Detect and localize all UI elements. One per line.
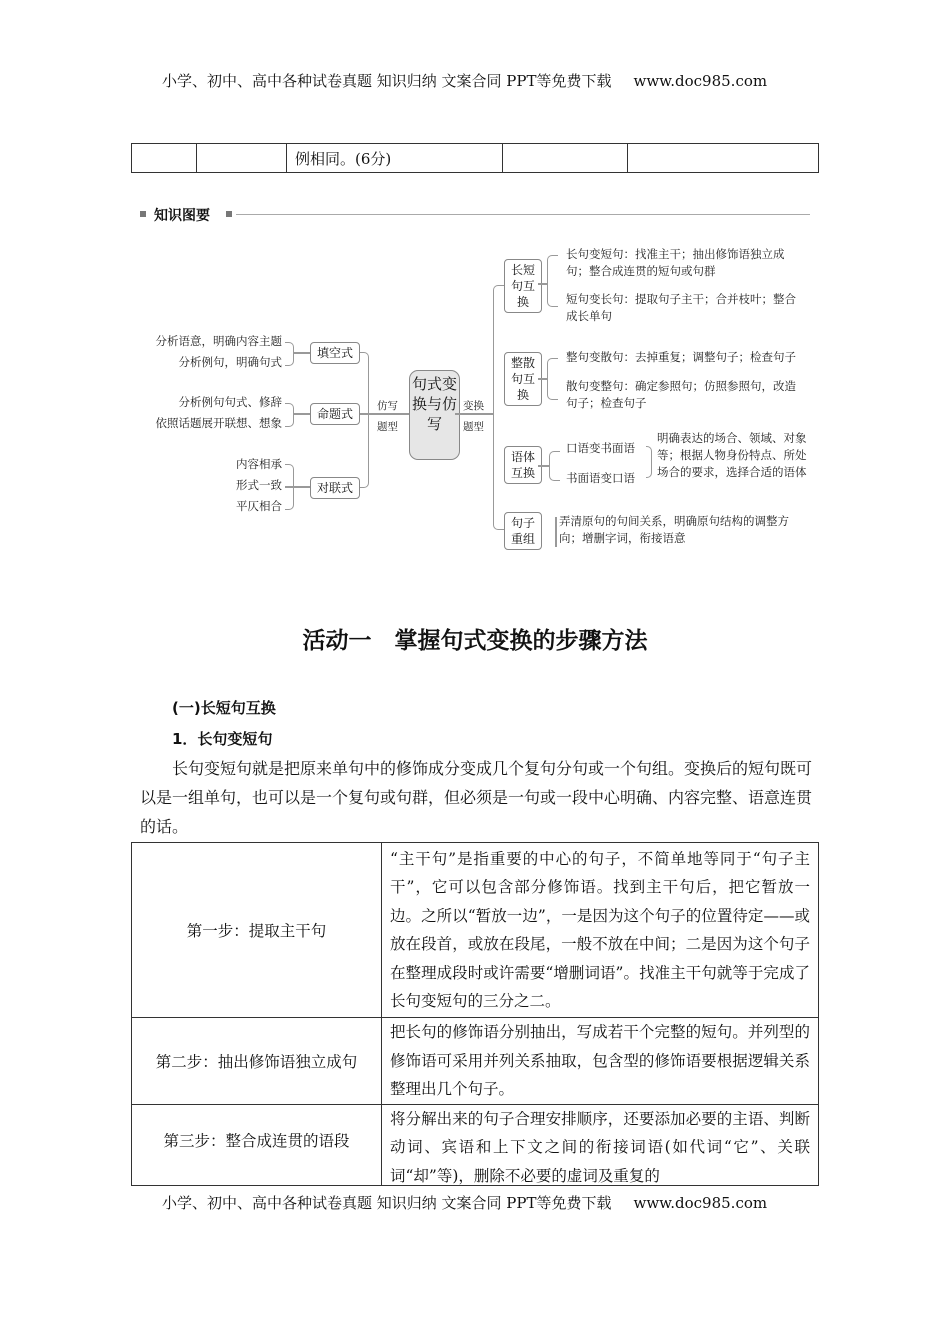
step-description: 把长句的修饰语分别抽出，写成若干个完整的短句。并列型的修饰语可采用并列关系抽取，包含型的修饰语要根据逻辑关系整理出几个句子。 <box>382 1018 819 1105</box>
step-label: 第二步：抽出修饰语独立成句 <box>132 1018 382 1105</box>
page-header <box>162 70 767 91</box>
section-bullet-icon <box>226 211 232 217</box>
mindmap-leaf: 分析语意，明确内容主题 <box>155 334 282 348</box>
mindmap-leaf: 内容相承 <box>236 457 282 471</box>
left-branch-label: 仿写 题型 <box>377 400 398 433</box>
body-paragraph: 长句变短句就是把原来单句中的修饰成分变成几个复句分句或一个句组。变换后的短句既可以是一组单句，也可以是一个复句或句群，但必须是一句或一段中心明确、内容完整、语意连贯的话。 <box>140 759 813 836</box>
left-node-topic: 命题式 <box>310 403 360 425</box>
table-row <box>132 843 819 1018</box>
table-row <box>132 1104 819 1185</box>
footer-text: 小学、初中、高中各种试卷真题 知识归纳 文案合同 PPT等免费下载 <box>162 1194 612 1212</box>
header-text: 小学、初中、高中各种试卷真题 知识归纳 文案合同 PPT等免费下载 <box>162 72 612 90</box>
step-description: “主干句”是指重要的中心的句子，不简单地等同于“句子主干”，它可以包含部分修饰语。找到主干句后，把它暂放一边。之所以“暂放一边”，一是因为这个句子的位置待定——或放在段首，或放在段尾，一般不放在中间；二是因为这个句子在整理成段时或许需要“增删词语”。找准主干句就等于完成了长句变短句的三分之二。 <box>382 843 819 1018</box>
right-branch-label: 变换 题型 <box>463 400 484 433</box>
top-table-cell: 例相同。(6分) <box>287 144 503 173</box>
mindmap-leaf: 形式一致 <box>236 478 282 492</box>
mindmap-leaf: 口语变书面语 <box>566 441 635 455</box>
mindmap-note: 明确表达的场合、领域、对象等；根据人物身份特点、所处场合的要求，选择合适的语体 <box>657 431 807 479</box>
mindmap-leaf: 书面语变口语 <box>566 471 635 485</box>
footer-site-link[interactable]: www.doc985.com <box>633 1194 768 1212</box>
activity-title: 活动一 掌握句式变换的步骤方法 <box>302 628 648 654</box>
subsection-title: (一)长短句互换 <box>172 699 276 717</box>
table-row <box>132 1018 819 1105</box>
right-node-long-short: 长短句互换 <box>504 259 542 313</box>
step-description: 将分解出来的句子合理安排顺序，还要添加必要的主语、判断动词、宾语和上下文之间的衔接词语(如代词“它”、关联词“却”等)，删除不必要的虚词及重复的 <box>390 1109 810 1185</box>
mindmap-leaf: 平仄相合 <box>236 499 282 513</box>
item-title: 1．长句变短句 <box>172 730 273 748</box>
steps-table <box>131 842 819 1186</box>
mindmap-leaf: 短句变长句：提取句子主干；合并枝叶；整合成长单句 <box>566 292 796 323</box>
left-node-couplet: 对联式 <box>310 477 360 499</box>
mindmap-leaf: 弄清原句的句间关系，明确原句结构的调整方向；增删字词，衔接语意 <box>559 514 789 545</box>
right-node-reorganize: 句子重组 <box>504 512 542 550</box>
mindmap-leaf: 长句变短句：找准主干；抽出修饰语独立成句；整合成连贯的短句或句群 <box>566 247 785 278</box>
top-table <box>131 143 819 173</box>
mindmap-leaf: 散句变整句：确定参照句；仿照参照句，改造句子；检查句子 <box>566 379 796 410</box>
step-label: 第三步：整合成连贯的语段 <box>132 1104 382 1185</box>
mindmap-leaf: 整句变散句：去掉重复；调整句子；检查句子 <box>566 350 796 364</box>
step-label: 第一步：提取主干句 <box>132 843 382 1018</box>
section-divider <box>236 214 810 215</box>
page-footer <box>162 1192 767 1213</box>
mindmap-center: 句式变换与仿写 <box>409 370 460 460</box>
section-title: 知识图要 <box>154 208 210 224</box>
mindmap-leaf: 依照话题展开联想、想象 <box>155 416 282 430</box>
header-site-link[interactable]: www.doc985.com <box>633 72 768 90</box>
right-node-neat-loose: 整散句互换 <box>504 352 542 406</box>
section-bullet-icon <box>140 211 146 217</box>
left-node-fill-blank: 填空式 <box>310 342 360 364</box>
mindmap-leaf: 分析例句句式、修辞 <box>178 395 282 409</box>
mindmap-leaf: 分析例句，明确句式 <box>178 355 282 369</box>
right-node-register: 语体互换 <box>504 446 542 484</box>
